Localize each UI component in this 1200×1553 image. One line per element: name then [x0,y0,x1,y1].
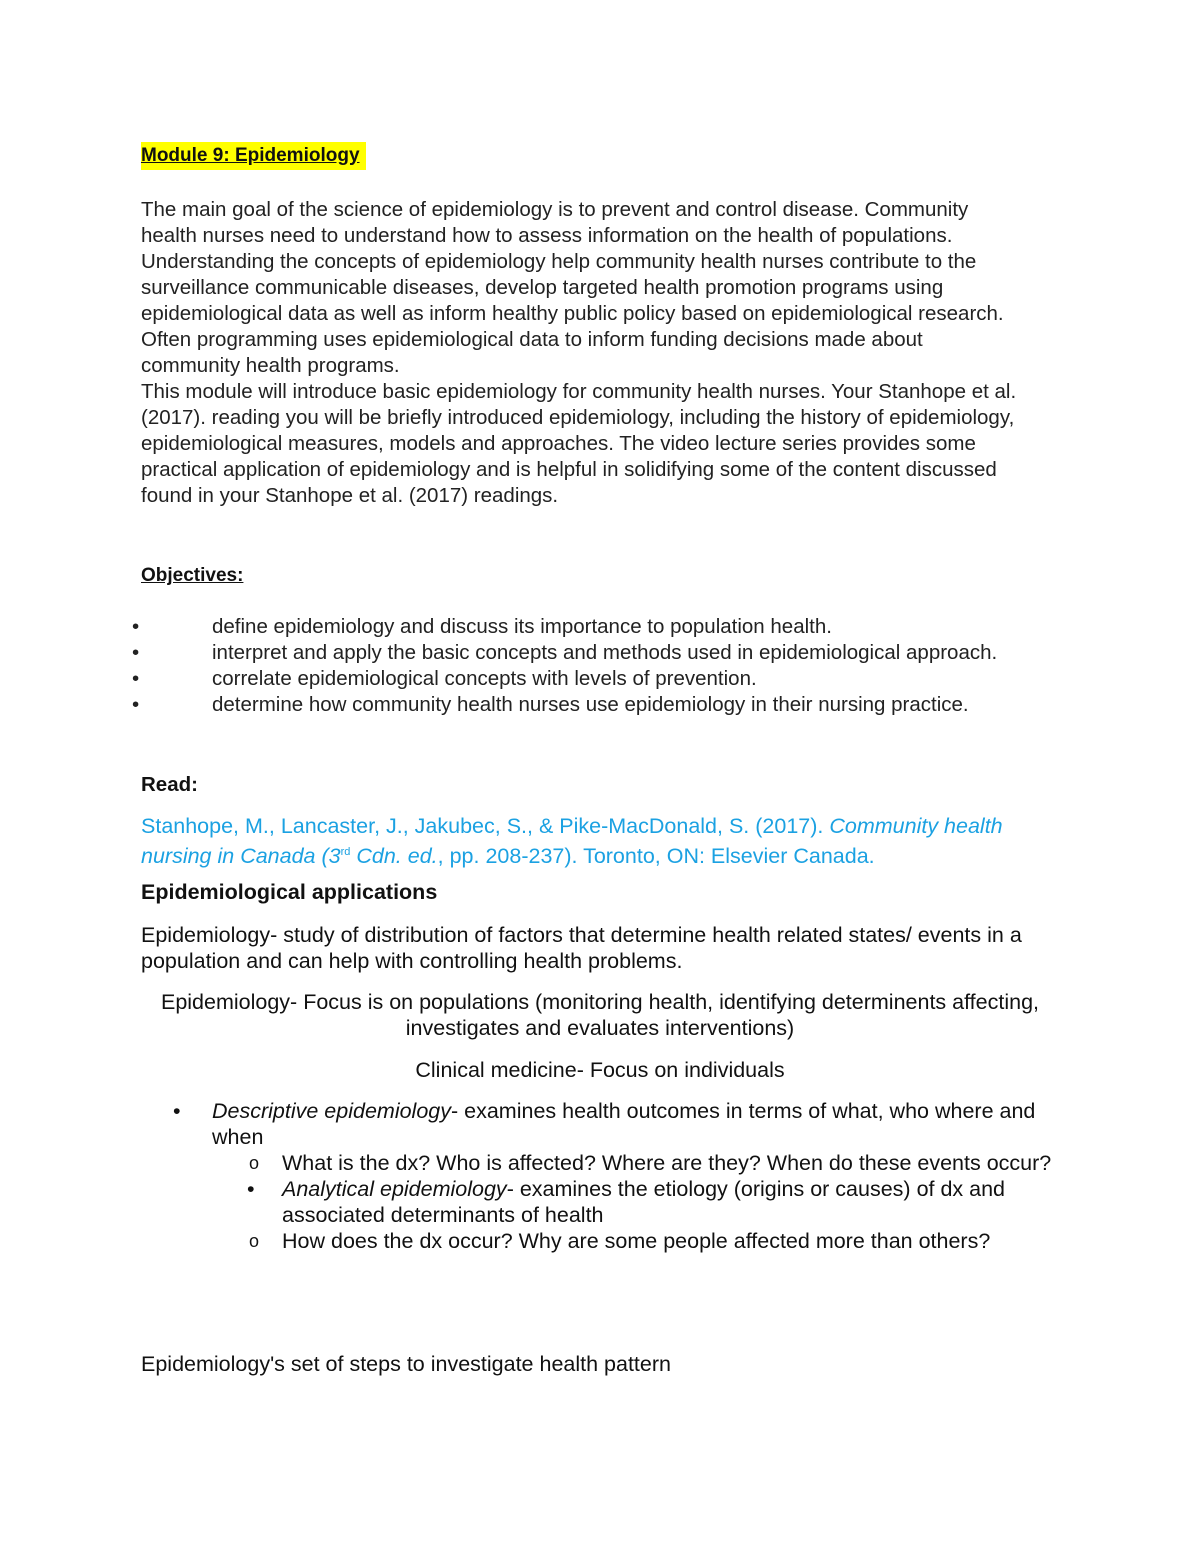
intro-paragraph-1: The main goal of the science of epidemiology is to prevent and control disease. Community health nurses need to understand how to assess information on the health of populations. Understanding the concepts of epidemiology help community health nurses contribute to the surveillance communicable diseases, develop targeted health promotion programs using epidemiological data as well as inform healthy public policy based on epidemiological research. Often programming uses epidemiological data to inform funding decisions made about community health programs. [141,198,1004,377]
bullet-icon: • [132,693,140,716]
definition-text: Epidemiology- study of distribution of factors that determine health related states/ events in a population and can help with controlling health problems. [141,923,1022,973]
bullet-icon: • [132,641,140,664]
reading-citation: Stanhope, M., Lancaster, J., Jakubec, S., & Pike-MacDonald, S. (2017). Community health nursing in Canada (3rd Cdn. ed., pp. 208-237). Toronto, ON: Elsevier Canada. [141,814,1003,869]
objectives-heading: Objectives: [141,565,244,586]
list-item: o How does the dx occur? Why are some people affected more than others? [249,1229,991,1253]
page-title: Module 9: Epidemiology [141,142,366,170]
list-item: • correlate epidemiological concepts with levels of prevention. [132,667,757,690]
list-item: • define epidemiology and discuss its importance to population health. [132,615,832,638]
bullet-icon: • [173,1099,181,1123]
list-item: • determine how community health nurses use epidemiology in their nursing practice. [132,693,969,716]
read-heading: Read: [141,773,198,796]
list-item: o What is the dx? Who is affected? Where are they? When do these events occur? [249,1151,1052,1175]
epidemiology-types-list [141,1098,1071,1254]
circle-bullet-icon: o [249,1231,260,1251]
list-item: • Descriptive epidemiology- examines health outcomes in terms of what, who where and when [173,1099,1036,1149]
section-heading: Epidemiological applications [141,880,438,904]
focus-individuals-text: Clinical medicine- Focus on individuals [415,1058,785,1082]
objectives-list [132,614,1072,718]
bullet-icon: • [247,1177,255,1201]
steps-text: Epidemiology's set of steps to investigate health pattern [141,1352,671,1376]
list-item: • interpret and apply the basic concepts and methods used in epidemiological approach. [132,641,998,664]
bullet-icon: • [132,667,140,690]
focus-populations-text: Epidemiology- Focus is on populations (monitoring health, identifying determinents affecting, investigates and evaluates interventions) [160,990,1039,1040]
intro-paragraph-2: This module will introduce basic epidemiology for community health nurses. Your Stanhope et al. (2017). reading you will be briefly introduced epidemiology, including the history of epidemiology, epidemiological measures, models and approaches. The video lecture series provides some practical application of epidemiology and is helpful in solidifying some of the content discussed found in your Stanhope et al. (2017) readings. [141,380,1017,507]
intro-section [141,197,1021,509]
list-item: • Analytical epidemiology- examines the etiology (origins or causes) of dx and associated determinants of health [247,1177,1006,1227]
circle-bullet-icon: o [249,1153,260,1173]
bullet-icon: • [132,615,140,638]
